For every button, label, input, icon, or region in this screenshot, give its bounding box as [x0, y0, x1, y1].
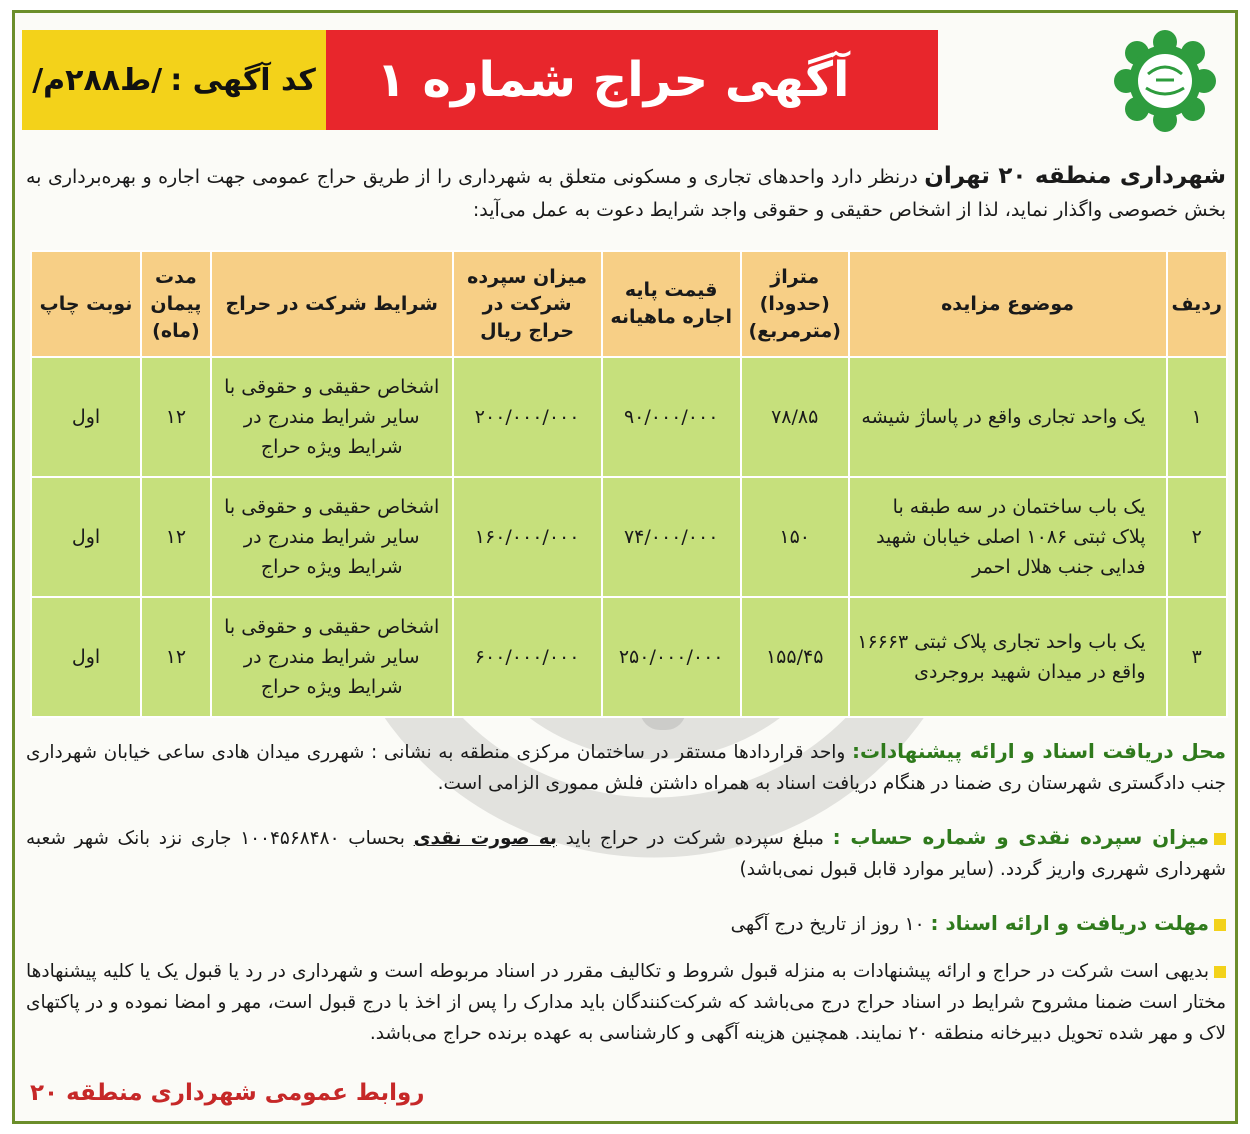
cell-conditions: اشخاص حقیقی و حقوقی با سایر شرایط مندرج در شرایط ویژه حراج	[211, 357, 453, 477]
cell-deposit: ۲۰۰/۰۰۰/۰۰۰	[453, 357, 602, 477]
auction-table	[30, 250, 1228, 718]
auction-title: آگهی حراج شماره ۱	[288, 30, 938, 130]
cell-base-price: ۷۴/۰۰۰/۰۰۰	[602, 477, 741, 597]
header-area: متراژ (حدودا) (مترمربع)	[741, 251, 849, 357]
cell-print-turn: اول	[31, 477, 141, 597]
ad-code	[22, 30, 326, 130]
cell-print-turn: اول	[31, 357, 141, 477]
bullet-square-icon	[1214, 966, 1226, 978]
public-relations-signature: روابط عمومی شهرداری منطقه ۲۰	[30, 1080, 425, 1106]
cell-base-price: ۲۵۰/۰۰۰/۰۰۰	[602, 597, 741, 717]
cell-area: ۷۸/۸۵	[741, 357, 849, 477]
deposit-text-2: بحساب ۱۰۰۴۵۶۸۴۸۰ جاری نزد بانک شهر شعبه شهرداری شهرری واریز گردد. (سایر موارد قابل قبول نمی‌باشد)	[26, 828, 1226, 880]
deposit-cash: به صورت نقدی	[413, 828, 557, 849]
ad-code-label: کد آگهی :	[170, 62, 316, 98]
cell-subject: یک باب واحد تجاری پلاک ثبتی ۱۶۶۶۳ واقع در میدان شهید بروجردی	[849, 597, 1167, 717]
cell-deposit: ۶۰۰/۰۰۰/۰۰۰	[453, 597, 602, 717]
header-base-price: قیمت پایه اجاره ماهیانه	[602, 251, 741, 357]
table-row	[31, 357, 1227, 477]
header-conditions: شرایط شرکت در حراج	[211, 251, 453, 357]
cell-duration: ۱۲	[141, 477, 211, 597]
header-row-number: ردیف	[1167, 251, 1227, 357]
bullet-square-icon	[1214, 919, 1226, 931]
cell-conditions: اشخاص حقیقی و حقوقی با سایر شرایط مندرج در شرایط ویژه حراج	[211, 597, 453, 717]
cell-row-number: ۳	[1167, 597, 1227, 717]
header	[22, 30, 1228, 132]
cell-base-price: ۹۰/۰۰۰/۰۰۰	[602, 357, 741, 477]
note-section	[26, 956, 1226, 1049]
location-label: محل دریافت اسناد و ارائه پیشنهادات:	[851, 739, 1226, 763]
cell-area: ۱۵۵/۴۵	[741, 597, 849, 717]
header-duration: مدت پیمان (ماه)	[141, 251, 211, 357]
deposit-label: میزان سپرده نقدی و شماره حساب :	[832, 825, 1210, 849]
note-text: بدیهی است شرکت در حراج و ارائه پیشنهادات به منزله قبول شروط و تکالیف مقرر در اسناد مربوطه است و شهرداری در رد یا قبول یک یا کلیه پیشنهادها مختار است ضمنا مشروح شرایط در اسناد حراج درج می‌باشد که شرکت‌کنندگان باید مدارک را پس از اخذ با درج قبول است، مهر و امضا نموده و در پاکتهای لاک و مهر شده تحویل دبیرخانه منطقه ۲۰ نمایند. همچنین هزینه آگهی و کارشناسی به عهده برنده حراج می‌باشد.	[26, 961, 1226, 1044]
cell-deposit: ۱۶۰/۰۰۰/۰۰۰	[453, 477, 602, 597]
cell-subject: یک واحد تجاری واقع در پاساژ شیشه	[849, 357, 1167, 477]
deposit-section	[26, 822, 1226, 885]
location-section	[26, 736, 1226, 799]
organization-name: شهرداری منطقه ۲۰ تهران	[924, 163, 1226, 189]
header-print-turn: نوبت چاپ	[31, 251, 141, 357]
deadline-text: ۱۰ روز از تاریخ درج آگهی	[730, 914, 931, 935]
ad-code-value: /ط۲۸۸م/	[32, 62, 163, 98]
header-subject: موضوع مزایده	[849, 251, 1167, 357]
location-text: واحد قراردادها مستقر در ساختمان مرکزی منطقه به نشانی : شهرری میدان هادی ساعی خیابان شهرداری جنب دادگستری شهرستان ری ضمنا در هنگام دریافت اسناد به همراه داشتن فلش مموری الزامی است.	[26, 742, 1226, 794]
table-row	[31, 597, 1227, 717]
header-deposit: میزان سپرده شرکت در حراج ریال	[453, 251, 602, 357]
cell-row-number: ۱	[1167, 357, 1227, 477]
deposit-text-1: مبلغ سپرده شرکت در حراج باید	[556, 828, 833, 849]
deadline-label: مهلت دریافت و ارائه اسناد :	[930, 911, 1209, 935]
cell-print-turn: اول	[31, 597, 141, 717]
cell-duration: ۱۲	[141, 597, 211, 717]
deadline-section	[26, 908, 1226, 940]
bullet-square-icon	[1214, 833, 1226, 845]
intro-text: درنظر دارد واحدهای تجاری و مسکونی متعلق به شهرداری را از طریق حراج عمومی جهت اجاره و بهره‌برداری به بخش خصوصی واگذار نماید، لذا از اشخاص حقیقی و حقوقی واجد شرایط دعوت به عمل می‌آید:	[26, 166, 1226, 221]
cell-duration: ۱۲	[141, 357, 211, 477]
cell-row-number: ۲	[1167, 477, 1227, 597]
tehran-municipality-logo-icon	[1110, 30, 1220, 132]
cell-conditions: اشخاص حقیقی و حقوقی با سایر شرایط مندرج در شرایط ویژه حراج	[211, 477, 453, 597]
table-row	[31, 477, 1227, 597]
intro-paragraph	[26, 160, 1226, 227]
cell-subject: یک باب ساختمان در سه طبقه با پلاک ثبتی ۱۰۸۶ اصلی خیابان شهید فدایی جنب هلال احمر	[849, 477, 1167, 597]
table-header-row	[31, 251, 1227, 357]
cell-area: ۱۵۰	[741, 477, 849, 597]
